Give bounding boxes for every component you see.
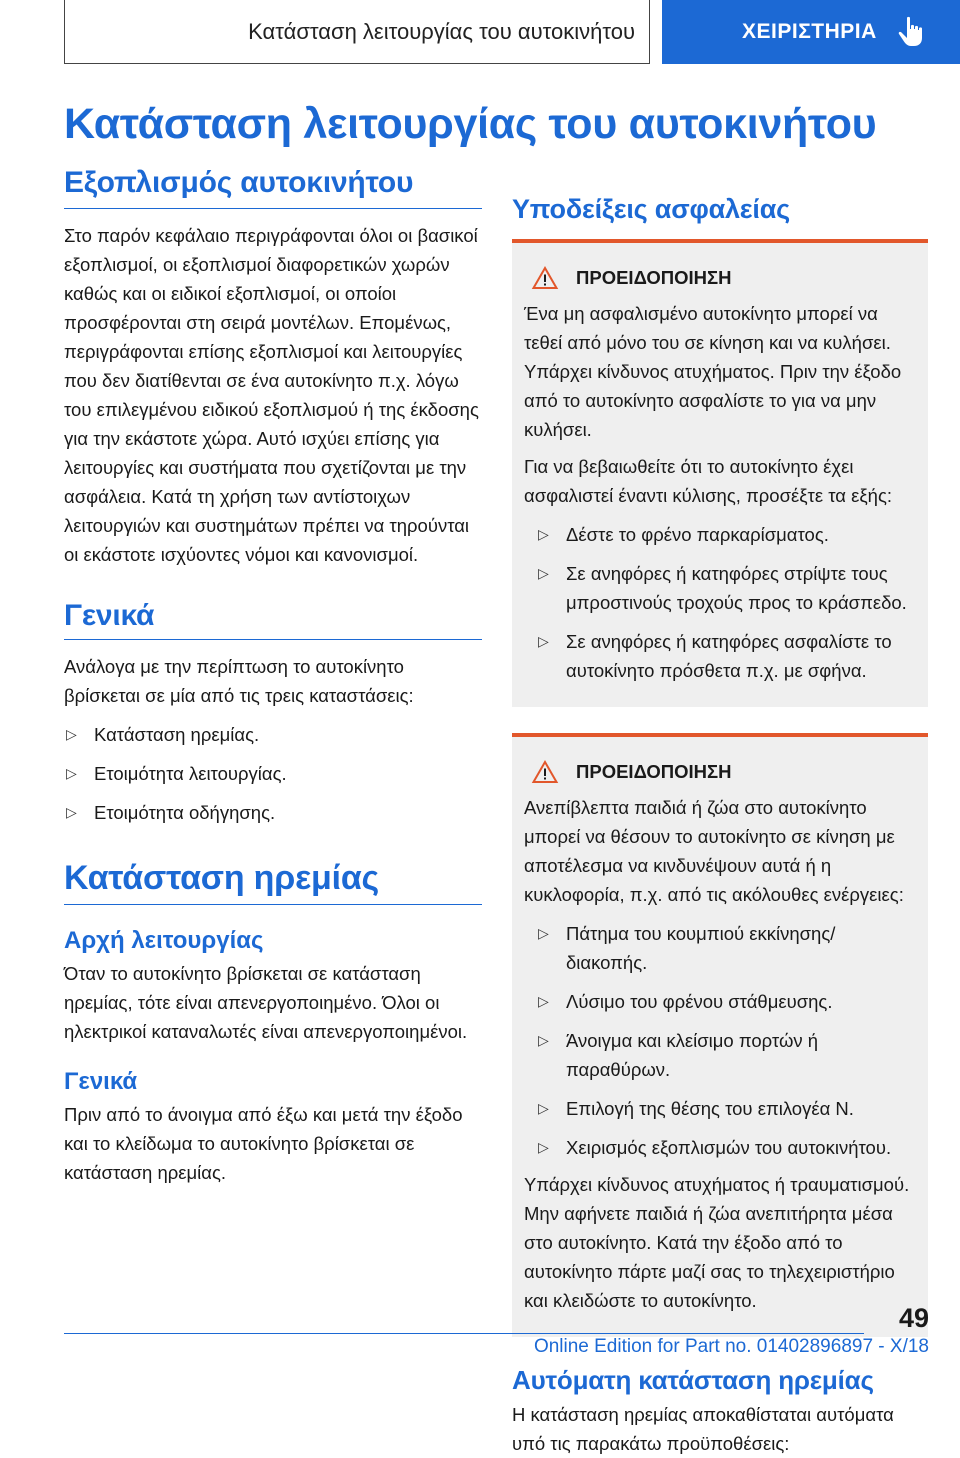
list-item: ▷ Άνοιγμα και κλείσιμο πορτών ή παραθύρων.: [524, 1026, 916, 1084]
auto-heading: Αυτόματη κατάσταση ηρεμίας: [512, 1365, 874, 1395]
list-item: ▷ Λύσιμο του φρένου στάθμευσης.: [524, 987, 916, 1016]
general-heading-block: [64, 599, 482, 640]
equipment-heading: Εξοπλισμός αυτοκινήτου: [64, 166, 414, 199]
list-item: ▷ Σε ανηφόρες ή κατηφόρες στρίψτε τους μπροστινούς τροχούς προς το κράσπεδο.: [524, 559, 916, 617]
list-item: ▷ Ετοιμότητα οδήγησης.: [64, 798, 482, 827]
list-item: ▷ Σε ανηφόρες ή κατηφόρες ασφαλίστε το αυτοκίνητο πρόσθετα π.χ. με σφήνα.: [524, 627, 916, 685]
list-item: ▷ Πάτημα του κουμπιού εκκίνησης/διακοπής.: [524, 919, 916, 977]
warning-text: Για να βεβαιωθείτε ότι το αυτοκίνητο έχει ασφαλιστεί έναντι κύλισης, προσέξτε τα εξής:: [524, 456, 892, 506]
equipment-text: Στο παρόν κεφάλαιο περιγράφονται όλοι οι βασικοί εξοπλισμοί, οι εξοπλισμοί διαφορετικών χωρών καθώς και οι ειδικοί εξοπλισμοί, οι οποίοι προσφέρονται στη σειρά μοντέλων. Επομένως, περιγράφονται επίσης εξοπλισμοί και λειτουργίες που δεν διατίθενται σε ένα αυτοκίνητο π.χ. λόγω του επιλεγμένου ειδικού εξοπλισμού ή της έκδοσης για την εκάστοτε χώρα. Αυτό ισχύει επίσης για λειτουργίες και συστήματα που σχετίζονται με την ασφάλεια. Κατά τη χρήση των αντίστοιχων λειτουργιών και συστημάτων πρέπει να τηρούνται οι εκάστοτε ισχύοντες νόμοι και κανονισμοί.: [64, 225, 479, 565]
list-item: ▷ Δέστε το φρένο παρκαρίσματος.: [524, 520, 916, 549]
triangle-bullet-icon: ▷: [538, 1139, 549, 1155]
principle-text: Όταν το αυτοκίνητο βρίσκεται σε κατάσταση ηρεμίας, τότε είναι απενεργοποιημένο. Όλοι οι ηλεκτρικοί καταναλωτές είναι απενεργοποιημένοι.: [64, 963, 468, 1042]
rest-heading-block: [64, 859, 482, 905]
triangle-bullet-icon: ▷: [538, 1032, 549, 1048]
warning-triangle-icon: [532, 760, 558, 784]
triangle-bullet-icon: ▷: [66, 726, 77, 742]
warning-list: [524, 919, 916, 1162]
general2-heading: Γενικά: [64, 1068, 138, 1095]
left-column: [64, 166, 482, 1187]
footer-edition: Online Edition for Part no. 01402896897 - X/18: [533, 1336, 929, 1357]
warning-list: [524, 520, 916, 685]
general2-text: Πριν από το άνοιγμα από έξω και μετά την έξοδο και το κλείδωμα το αυτοκίνητο βρίσκεται σε κατάσταση ηρεμίας.: [64, 1104, 463, 1183]
list-item: ▷ Ετοιμότητα λειτουργίας.: [64, 759, 482, 788]
list-item: ▷ Χειρισμός εξοπλισμών του αυτοκινήτου.: [524, 1133, 916, 1162]
triangle-bullet-icon: ▷: [538, 1100, 549, 1116]
warning-header: [524, 757, 916, 787]
triangle-bullet-icon: ▷: [66, 765, 77, 781]
triangle-bullet-icon: ▷: [538, 526, 549, 542]
list-item: ▷ Κατάσταση ηρεμίας.: [64, 720, 482, 749]
warning-title: ΠΡΟΕΙΔΟΠΟΙΗΣΗ: [576, 761, 732, 782]
triangle-bullet-icon: ▷: [538, 633, 549, 649]
right-column: [512, 194, 928, 1458]
general-text: Ανάλογα με την περίπτωση το αυτοκίνητο βρίσκεται σε μία από τις τρεις καταστάσεις:: [64, 656, 414, 706]
warning-title: ΠΡΟΕΙΔΟΠΟΙΗΣΗ: [576, 267, 732, 288]
rest-heading: Κατάσταση ηρεμίας: [64, 859, 380, 897]
triangle-bullet-icon: ▷: [538, 565, 549, 581]
principle-heading: Αρχή λειτουργίας: [64, 927, 264, 954]
general-heading: Γενικά: [64, 599, 155, 632]
header-manual-tab[interactable]: [662, 0, 960, 64]
auto-text: Η κατάσταση ηρεμίας αποκαθίσταται αυτόματα υπό τις παρακάτω προϋποθέσεις:: [512, 1404, 894, 1454]
triangle-bullet-icon: ▷: [538, 925, 549, 941]
warning-text: Ένα μη ασφαλισμένο αυτοκίνητο μπορεί να τεθεί από μόνο του σε κίνηση και να κυλήσει. Υπάρχει κίνδυνος ατυχήματος. Πριν την έξοδο από το αυτοκίνητο ασφαλίστε το για να μην κυλήσει.: [524, 303, 902, 440]
page-title: Κατάσταση λειτουργίας του αυτοκινήτου: [64, 100, 877, 148]
hand-pointer-icon: [894, 14, 930, 50]
equipment-heading-block: [64, 166, 482, 209]
warning-box-2: [512, 733, 928, 1337]
triangle-bullet-icon: ▷: [66, 804, 77, 820]
warning-header: [524, 263, 916, 293]
warning-box-1: [512, 239, 928, 707]
warning-triangle-icon: [532, 266, 558, 290]
header-section-box: [64, 0, 650, 64]
header-section-title: Κατάσταση λειτουργίας του αυτοκινήτου: [248, 18, 635, 44]
triangle-bullet-icon: ▷: [538, 993, 549, 1009]
safety-heading: Υποδείξεις ασφαλείας: [512, 194, 790, 224]
warning-text: Ανεπίβλεπτα παιδιά ή ζώα στο αυτοκίνητο μπορεί να θέσουν το αυτοκίνητο σε κίνηση με αποτέλεσμα να κινδυνέψουν αυτά ή η κυκλοφορία, π.χ. από τις ακόλουθες ενέργειες:: [524, 797, 904, 905]
list-item: ▷ Επιλογή της θέσης του επιλογέα N.: [524, 1094, 916, 1123]
warning-text: Υπάρχει κίνδυνος ατυχήματος ή τραυματισμού. Μην αφήνετε παιδιά ή ζώα ανεπιτήρητα μέσα στο αυτοκίνητο. Κατά την έξοδο από το αυτοκίνητο πάρτε μαζί σας το τηλεχειριστήριο και κλειδώστε το αυτοκίνητο.: [524, 1174, 910, 1311]
page-number: 49: [898, 1303, 929, 1333]
footer-divider: [64, 1333, 864, 1334]
header-manual-label: ΧΕΙΡΙΣΤΗΡΙΑ: [742, 20, 877, 43]
states-list: [64, 720, 482, 827]
